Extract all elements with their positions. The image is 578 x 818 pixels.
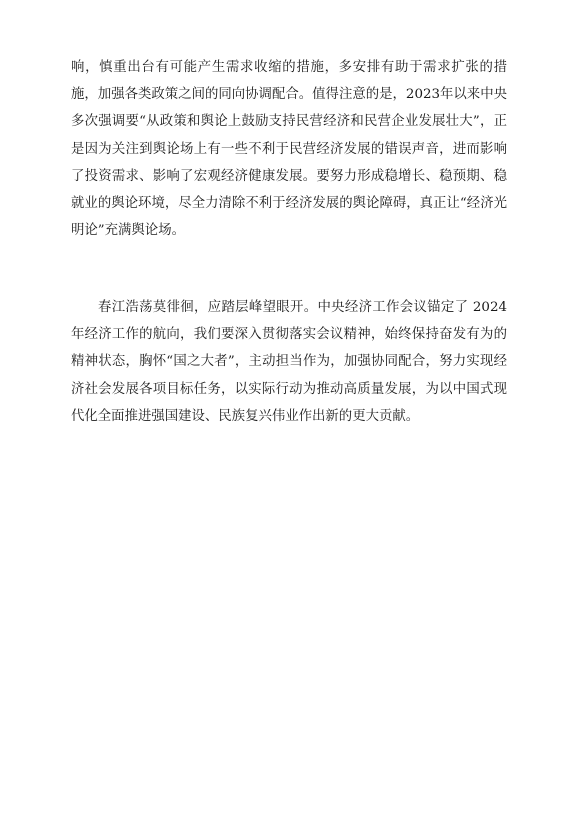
body-paragraph-conclusion: 春江浩荡莫徘徊，应踏层峰望眼开。中央经济工作会议锚定了 2024 年经济工作的航向，我们要深入贯彻落实会议精神，始终保持奋发有为的精神状态，胸怀“国之大者”，主动担当作为，加强协同配合，努力实现经济社会发展各项目标任务，以实际行动为推动高质量发展，为以中国式现代化全面推进强国建设、民族复兴伟业作出新的更大贡献。	[71, 300, 507, 424]
body-paragraph-continuation: 响，慎重出台有可能产生需求收缩的措施，多安排有助于需求扩张的措施，加强各类政策之间的同向协调配合。值得注意的是，2023年以来中央多次强调要“从政策和舆论上鼓励支持民营经济和民营企业发展壮大”，正是因为关注到舆论场上有一些不利于民营经济发展的错误声音，进而影响了投资需求、影响了宏观经济健康发展。要努力形成稳增长、稳预期、稳就业的舆论环境，尽全力清除不利于经济发展的舆论障碍，真正让“经济光明论”充满舆论场。	[71, 60, 507, 239]
